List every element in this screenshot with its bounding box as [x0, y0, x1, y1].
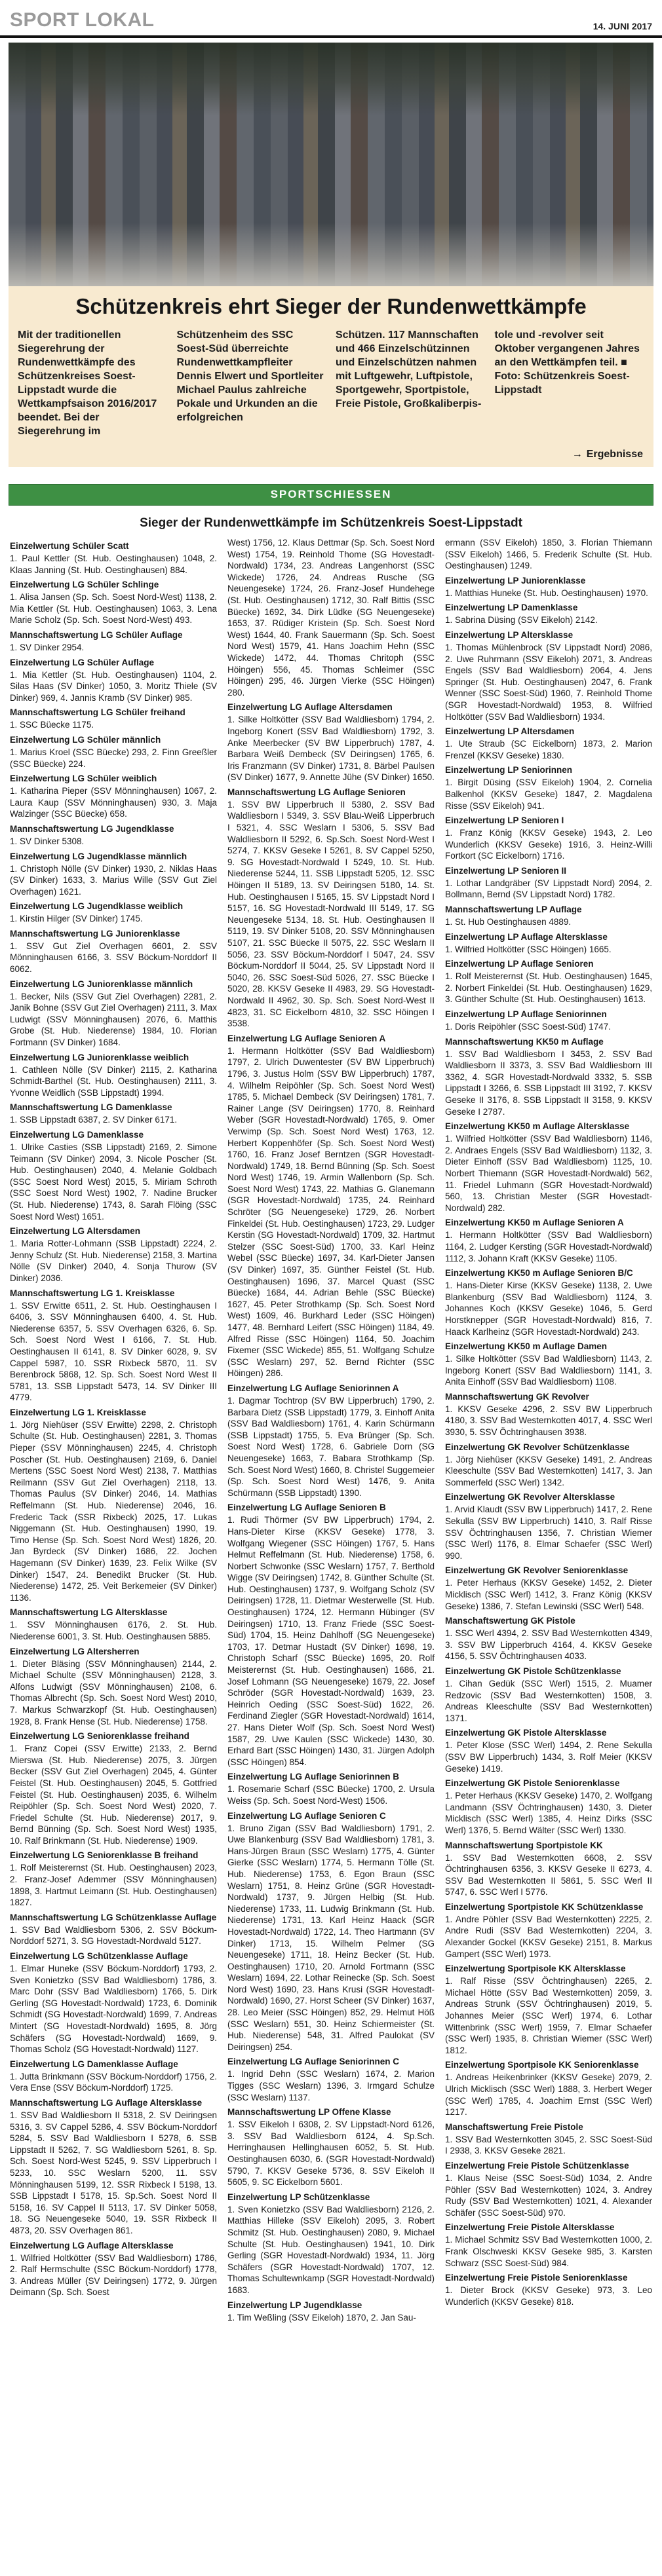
- result-heading: Mannschaftswertung GK Revolver: [445, 1391, 589, 1402]
- result-heading: Einzelwertung LG Damenklasse Auflage: [10, 2059, 178, 2069]
- result-heading: Einzelwertung LG Altersherren: [10, 1646, 140, 1656]
- result-heading: Einzelwertung GK Pistole Altersklasse: [445, 1728, 607, 1738]
- group-photo: [9, 43, 653, 286]
- result-list: 1. Ulrike Casties (SSB Lippstadt) 2169, 2. Simone Teimann (SV Dinker) 2094, 3. Nicole Poscher (St. Hub. Oestinghausen) 2040, 4. Melanie Goldbach (SSC Soest Nord West) 2015, 5. Miriam Schroth (SSC Soest Nord West) 1902, 7. Nadine Brucker (St. Hub. Niederense) 1743, 8. Sarah Flöing (SSC Soest Nord West) 1651.: [10, 1142, 217, 1222]
- result-list: 1. Sabrina Düsing (SSV Eikeloh) 2142.: [445, 615, 598, 625]
- result-list: 1. SSB Lippstadt 6387, 2. SV Dinker 6171.: [10, 1115, 178, 1125]
- result-list: 1. Wilfried Holtkötter (SSV Bad Waldliesborn) 1786, 2. Ralf Hermschulte (SSC Böckum-Norddorf) 1778, 3. Andreas Müller (SV Deiringsen) 1772, 9. Jürgen Deimann (Sp. Sch. Soest: [10, 2252, 217, 2298]
- result-heading: Einzelwertung KK50 m Auflage Damen: [445, 1341, 608, 1352]
- result-list: 1. Ralf Risse (SSV Öchtringhausen) 2265, 2. Michael Hötte (SSV Bad Westernkotten) 2059, 3. Andreas Strunk (SSV Öchtringhausen) 2019, 5. Johannes Meier (SSC Werl) 1974, 6. Lothar Wittenbrink (SSC Werl) 1959, 7. Elmar Schaefer (SSC Werl) 1935, 8. Christian Wiemer (SSC Werl) 1812.: [445, 1976, 652, 2055]
- intro-column: tole und -revolver seit Oktober vergangenen Jahres an den Wettkämpfen teil. ■ Foto: Schützenkreis Soest-Lippstadt: [494, 329, 640, 396]
- result-list: 1. Rolf Meisterernst (St. Hub. Oestinghausen) 2023, 2. Franz-Josef Ademmer (SSV Mönninghausen) 1898, 3. Hartmut Leimann (St. Hub. Oestinghausen) 1827.: [10, 1863, 217, 1908]
- result-heading: Mannschaftswertung LG Auflage Altersklasse: [10, 2097, 203, 2108]
- result-heading: Einzelwertung LG Altersdamen: [10, 1226, 141, 1237]
- result-heading: Einzelwertung LG Auflage Seniorinnen A: [227, 1383, 399, 1393]
- result-list: 1. SSV Bad Westernkotten 6608, 2. SSV Öchtringhausen 6356, 3. KKSV Geseke II 6273, 4. SSV Bad Westernkotten II 5861, 5. SSC Werl II 5747, 6. SSC Werl I 5776.: [445, 1852, 652, 1897]
- result-list: 1. Rolf Meisterernst (St. Hub. Oestinghausen) 1645, 2. Norbert Finkeldei (St. Hub. Oestinghausen) 1629, 3. Günther Schulte (St. Hub. Oestinghausen) 1613.: [445, 971, 652, 1005]
- results-title: Sieger der Rundenwettkämpfe im Schützenkreis Soest-Lippstadt: [140, 516, 522, 530]
- result-list: West) 1756, 12. Klaus Dettmar (Sp. Sch. Soest Nord West) 1754, 19. Reinhold Thome (SG Hovestadt-Nordwald) 1734, 23. Andreas Langenhorst (SSC Wickede) 1726, 24. Andreas Rusche (SG Neuengeseke) 1724, 26. Franz-Josef Hundehege (St. Hub. Oestinghausen) 1712, 30. Ralf Bittis (SSC Büecke) 1692, 34. Dirk Lüdke (SG Neuengeseke) 1653, 37. Rüdiger Kristein (Sp. Sch. Soest Nord West) 1644, 40. Frank Sauermann (Sp. Sch. Soest Nord West) 1579, 41. Hans Joachim Hehn (SSC Wickede) 1472, 44. Thomas Chritoph (SSC Höingen) 556, 45. Thomas Schleimer (SSC Höingen) 295, 46. Jürgen Vierke (SSC Höingen) 280.: [227, 538, 435, 698]
- result-heading: Einzelwertung LP Auflage Senioren: [445, 959, 594, 969]
- result-list: 1. Dagmar Tochtrop (SV BW Lipperbruch) 1790, 2. Barbara Dietz (SSB Lippstadt) 1779, 3. Einhoff Anita (SSV Bad Waldliesborn) 1761, 4. Karin Schürmann (SSB Lippstadt) 1755, 5. Eva Brünger (Sp. Sch. Soest Nord West) 1728, 6. Gabriele Dorn (SG Neuengeseke) 1663, 7. Babara Strothkamp (Sp. Sch. Soest Nord West) 1660, 8. Christel Suggemeier (Sp. Sch. Soest Nord West) 1476, 9. Anita Schürmann (SSB Lippstadt) 1390.: [227, 1395, 435, 1498]
- result-heading: Einzelwertung LG Schüler männlich: [10, 734, 161, 745]
- article-intro: [9, 326, 653, 458]
- result-list: 1. SSV BW Lipperbruch II 5380, 2. SSV Bad Waldliesborn I 5349, 3. SSV Blau-Weiß Lipperbruch I 5321, 4. SSC Weslarn I 5306, 5. SSV Bad Waldliesborn II 5292, 6. Sp.Sch. Soest Nord-West I 5274, 7. KKSV Geseke I 5261, 8. SV Cappel 5250, 9. SG Hovestadt-Nordwald I 5249, 10. St. Hub. Niederense 5244, 11. SSB Lippstadt 5205, 12. SSC Höingen II 5189, 13. SV Deiringsen 5180, 14. St. Hub. Oestinghausen I 5165, 15. SV Lippstadt Nord I 5157, 16. SG Hovestadt-Nordwald III 5149, 17. SG Neuengeseke 5134, 18. St. Hub. Oestinghausen II 5119, 19. SV Dinker 5108, 20. SSV Mönninghausen 5107, 21. SSC Büecke II 5075, 22. SSC Weslarn II 5056, 23. SSV Böckum-Norddorf I 5047, 24. SSV Böckum-Norddorf II 5044, 25. SV Lippstadt Nord II 5040, 26. SSC Soest-Süd 5026, 27. SSC Büecke I 5020, 28. KKSV Geseke II 4983, 29. SG Hovestadt-Nordwald II 4962, 30. Sp. Sch. Soest Nord-West II 4823, 31. SC Eickelborn 4810, 32. SSC Höingen I 3538.: [227, 799, 435, 1029]
- result-list: 1. SSV Mönninghausen 6176, 2. St. Hub. Niederense 6001, 3. St. Hub. Oestinghausen 5885.: [10, 1620, 217, 1641]
- result-list: 1. Mia Kettler (St. Hub. Oestinghausen) 1104, 2. Silas Haas (SV Dinker) 1050, 3. Moritz Thiele (SV Dinker) 969, 4. Jannis Kramb (SV Dinker) 985.: [10, 669, 217, 703]
- result-list: 1. Arvid Klaudt (SSV BW Lipperbruch) 1417, 2. Rene Sekulla (SSV BW Lipperbruch) 1410, 3. Ralf Risse SSV Öchtringhausen 1356, 7. Christian Wiemer (SSC Werl) 1176, 8. Elmar Schaefer (SSC Werl) 990.: [445, 1504, 652, 1561]
- result-list: 1. Rosemarie Scharf (SSC Büecke) 1700, 2. Ursula Weiss (Sp. Sch. Soest Nord-West) 1506.: [227, 1784, 435, 1806]
- result-heading: Mannschaftswertung LG Jugendklasse: [10, 823, 174, 834]
- result-heading: Einzelwertung LG Schüler weiblich: [10, 774, 157, 784]
- result-heading: Mannschaftswertung LG Schüler Auflage: [10, 629, 183, 640]
- result-list: 1. Michael Schmitz SSV Bad Westernkotten 1000, 2. Frank Olschweski KKSV Geseke 985, 3. Karsten Schwarz (SSC Soest-Süd) 984.: [445, 2235, 652, 2268]
- result-list: 1. Becker, Nils (SSV Gut Ziel Overhagen) 2281, 2. Janik Bohne (SSV Gut Ziel Overhagen) 2111, 3. Max Ludwigt (SSV Mönninghausen) 2076, 6. Matthis Grobe (St. Hub. Niederense) 1984, 10. Florian Fortmann (SV Dinker) 1684.: [10, 991, 217, 1048]
- result-heading: Einzelwertung LG Auflage Senioren B: [227, 1503, 386, 1513]
- result-list: 1. SSC Büecke 1175.: [10, 720, 94, 730]
- result-list: 1. Hans-Dieter Kirse (KKSV Geseke) 1138, 2. Uwe Blankenburg (SSV Bad Waldliesborn) 1124, 3. Johannes Koch (KKSV Geseke) 1046, 5. Gerd Horstknepper (SGR Hovestadt-Nordwald) 816, 7. Haack Karlheinz (SGR Hovestadt-Nordwald) 243.: [445, 1280, 652, 1337]
- result-list: 1. Dieter Brock (KKSV Geseke) 973, 3. Leo Wunderlich (KKSV Geseke) 818.: [445, 2285, 652, 2307]
- result-heading: Einzelwertung LG Damenklasse: [10, 1130, 144, 1140]
- result-heading: Einzelwertung GK Revolver Seniorenklasse: [445, 1565, 629, 1576]
- result-heading: Mannschaftswertung LG Altersklasse: [10, 1607, 168, 1618]
- result-list: 1. Dieter Bläsing (SSV Mönninghausen) 2144, 2. Michael Schulte (SSV Mönninghausen) 2128, 3. Alfons Ludwigt (SSV Mönninghausen) 2108, 6. Thomas Albrecht (Sp. Sch. Soest Nord West) 2010, 7. Markus Schwarzkopf (St. Hub. Oestinghausen) 1928, 8. Frank Hense (St. Hub. Niederense) 1758.: [10, 1658, 217, 1727]
- result-list: 1. Sven Konietzko (SSV Bad Waldliesborn) 2126, 2. Matthias Hilleke (SSV Eikeloh) 2095, 3. Robert Schmitz (St. Hub. Oestinghausen) 2080, 9. Michael Schulte (St. Hub. Oestinghausen) 1941, 10. Dirk Gerling (SGR Hovestadt-Nordwald) 1934, 11. Jörg Schäfers (SGR Hovestadt-Nordwald) 1707, 12. Thomas Schultewnkamp (SGR Hovestadt-Nordwald) 1683.: [227, 2204, 435, 2295]
- result-heading: Einzelwertung LG Seniorenklasse B freihand: [10, 1850, 199, 1861]
- result-heading: Einzelwertung LG Schüler Schlinge: [10, 580, 159, 590]
- result-list: 1. Matthias Huneke (St. Hub. Oestinghausen) 1970.: [445, 588, 648, 598]
- result-list: 1. Katharina Pieper (SSV Mönninghausen) 1067, 2. Laura Kaup (SSV Mönninghausen) 930, 3. Maja Walzinger (SSC Büecke) 658.: [10, 786, 217, 819]
- result-heading: Einzelwertung LP Damenklasse: [445, 603, 578, 613]
- result-list: 1. Paul Kettler (St. Hub. Oestinghausen) 1048, 2. Klaas Janning (St. Hub. Oestinghausen) 884.: [10, 553, 217, 575]
- result-list: 1. Silke Holtkötter (SSV Bad Waldliesborn) 1143, 2. Ingeborg Konert (SSV Bad Waldliesborn) 1141, 3. Anita Einhoff (SSV Bad Waldliesborn) 1108.: [445, 1354, 652, 1387]
- result-list: 1. Maria Rotter-Lohmann (SSB Lippstadt) 2224, 2. Jenny Schulz (St. Hub. Niederense) 2158, 3. Martina Nölle (SV Dinker) 2040, 4. Sonja Thurow (SV Dinker) 2036.: [10, 1239, 217, 1283]
- result-heading: Einzelwertung LG Juniorenklasse weiblich: [10, 1052, 189, 1062]
- result-list: 1. SSV Bad Waldliesborn II 5318, 2. SV Deiringsen 5316, 3. SV Cappel 5286, 4. SSV Böckum-Norddorf 5284, 5. SSV Bad Waldliesborn I 5278, 6. SSB Lippstadt II 5262, 7. SG Waldliesborn 5261, 8. Sp. Sch. Soest Nord-West 5245, 9. SSV Lipperbruch I 5233, 10. SSC Weslarn 5200, 11. SSV Mönninghausen 5199, 12. SSR Rixbeck I 5198, 13. SSB Lippstadt I 5178, 15. Sp.Sch. Soest Nord II 5158, 16. SV Cappel II 5113, 17. SV Dinker 5058, 18. SG Neuengeseke 5040, 19. SSR Rixbeck II 4873, 20. SSV Overhagen 861.: [10, 2110, 217, 2235]
- lead-article: [9, 43, 653, 467]
- result-heading: Mannschaftswertung Sportpistole KK: [445, 1840, 603, 1850]
- result-heading: Einzelwertung LG Seniorenklasse freihand: [10, 1731, 189, 1742]
- result-list: 1. SV Dinker 5308.: [10, 836, 85, 846]
- result-heading: Einzelwertung GK Pistole Seniorenklasse: [445, 1778, 620, 1789]
- result-list: 1. Marius Kroel (SSC Büecke) 293, 2. Finn Greeßler (SSC Büecke) 224.: [10, 747, 217, 769]
- result-heading: Einzelwertung KK50 m Auflage Senioren B/C: [445, 1268, 633, 1279]
- result-list: 1. KKSV Geseke 4296, 2. SSV BW Lipperbruch 4180, 3. SSV Bad Westernkotten 4017, 4. SSC Werl 3930, 5. SSV Öchtringhausen 3938.: [445, 1404, 652, 1438]
- result-list: 1. Christoph Nölle (SV Dinker) 1930, 2. Niklas Haas (SV Dinker) 1633, 3. Marius Wille (SSV Gut Ziel Overhagen) 1621.: [10, 863, 217, 897]
- result-list: 1. Jörg Niehüser (SSV Erwitte) 2298, 2. Christoph Schulte (St. Hub. Oestinghausen) 2281, 3. Thomas Pieper (SSV Mönninghausen) 2245, 4. Christoph Poscher (St. Hub. Oestinghausen) 2169, 6. Daniel Mertens (SSC Soest Nord West) 2138, 7. Matthias Reilmann (SSV Gut Ziel Overhagen) 2118, 13. Thomas Paulus (SV Dinker) 2046, 14. Mathias Reffelmann (St. Hub. Niederense) 2046, 16. Frederic Tack (SSR Rixbeck) 2025, 17. Lukas Niggemann (St. Hub. Oestinghausen) 1990, 19. Timo Hense (Sp. Sch. Soest Nord West) 1826, 20. Jan Byrdeck (SV Dinker) 1686, 22. Jochen Hagemann (SV Dinker) 1639, 23. Felix Wilke (SV Dinker) 1547, 24. Benedikt Brucker (St. Hub. Niederense) 1472, 25. Veit Berkemeier (SV Dinker) 1136.: [10, 1419, 217, 1603]
- section-title: SPORT LOKAL: [10, 9, 155, 31]
- results-columns: [0, 537, 662, 2324]
- result-heading: Einzelwertung LG Auflage Altersklasse: [10, 2240, 174, 2250]
- result-list: 1. Ingrid Dehn (SSC Weslarn) 1674, 2. Marion Tigges (SSC Weslarn) 1396, 3. Irmgard Schulze (SSC Weslarn) 1137.: [227, 2069, 435, 2102]
- result-list: 1. Franz König (KKSV Geseke) 1943, 2. Leo Wunderlich (KKSV Geseke) 1916, 3. Heinz-Willi Fortkort (SC Eickelborn) 1716.: [445, 828, 652, 861]
- result-heading: Einzelwertung LG Auflage Seniorinnen B: [227, 1772, 400, 1782]
- result-heading: Einzelwertung Sportpisole KK Altersklasse: [445, 1964, 626, 1974]
- result-heading: Einzelwertung Schüler Scatt: [10, 541, 129, 551]
- result-heading: Einzelwertung LG Auflage Senioren C: [227, 1810, 386, 1821]
- results-pointer-label: Ergebnisse: [586, 449, 643, 460]
- result-heading: Einzelwertung LG Schützenklasse Auflage: [10, 1951, 188, 1962]
- result-list: 1. Peter Herhaus (KKSV Geseke) 1452, 2. Dieter Micklisch (SSC Werl) 1412, 3. Franz König (KKSV Geseke) 1386, 7. Stefan Lewinski (SSC Werl) 548.: [445, 1578, 652, 1611]
- result-list: 1. Klaus Neise (SSC Soest-Süd) 1034, 2. Andre Pöhler (SSV Bad Westernkotten) 1024, 3. Andrey Rudy (SSV Bad Westernkotten) 1021, 4. Alexander Schäfer (SSC Soest-Süd) 970.: [445, 2173, 652, 2218]
- result-heading: Einzelwertung LP Senioren II: [445, 865, 567, 876]
- result-list: 1. Tim Weßling (SSV Eikeloh) 1870, 2. Jan Sau-: [227, 2312, 416, 2323]
- results-pointer: [572, 449, 643, 460]
- result-heading: Mannschaftswertung LP Auflage: [445, 905, 582, 915]
- result-heading: Mannschaftswertung KK50 m Auflage: [445, 1036, 604, 1047]
- result-heading: Manschaftswertung Freie Pistole: [445, 2121, 583, 2132]
- result-list: 1. Birgit Düsing (SSV Eikeloh) 1904, 2. Cornelia Balkenhol (KKSV Geseke) 1847, 2. Magdalena Risse (SSV Eikeloh) 941.: [445, 777, 652, 811]
- result-heading: Einzelwertung LG Jugendklasse männlich: [10, 851, 187, 861]
- result-list: 1. Ute Straub (SC Eickelborn) 1873, 2. Marion Frenzel (KKSV Geseke) 1830.: [445, 739, 652, 760]
- result-list: 1. Elmar Huneke (SSV Böckum-Norddorf) 1793, 2. Sven Konietzko (SSV Bad Waldliesborn) 1786, 3. Marc Dohr (SSV Bad Waldliesborn) 1766, 5. Dirk Gerling (SG Hovestadt-Nordwald) 1723, 6. Dominik Schmidt (SG Hovestadt-Nordwald) 1699, 7. Andreas Mintert (SG Hovestadt-Nordwald) 1695, 8. Jörg Schäfers (SG Hovestadt-Nordwald) 1669, 9. Thomas Scholz (SG Hovestadt-Nordwald) 1127.: [10, 1964, 217, 2055]
- result-heading: Mannschaftswertung LP Offene Klasse: [227, 2107, 391, 2118]
- masthead: [0, 0, 662, 38]
- result-list: 1. Franz Copei (SSV Erwitte) 2133, 2. Bernd Mierswa (St. Hub. Niederense) 2075, 3. Jürgen Becker (SSV Gut Ziel Overhagen) 2045, 4. Günter Feistel (St. Hub. Oestinghausen) 2045, 5. Gottfried Feistel (St. Hub. Oestinghausen) 2035, 6. Wilhelm Reipöhler (Sp. Sch. Soest Nord West) 2020, 7. Friedel Schulte (St. Hub. Niederense) 2017, 9. Bernd Bünning (Sp. Sch. Soest Nord West) 1935, 10. Ralf Brinkmann (St. Hub. Niederense) 1909.: [10, 1744, 217, 1846]
- result-heading: Einzelwertung LG 1. Kreisklasse: [10, 1407, 146, 1417]
- result-list: 1. Peter Herhaus (KKSV Geseke) 1470, 2. Wolfgang Landmann (SSV Öchtringhausen) 1430, 3. Dieter Micklisch (SSC Werl) 1385, 4. Heinz Dirks (SSC Werl) 1376, 5. Bernd Wälter (SSC Werl) 1330.: [445, 1791, 652, 1835]
- result-heading: Einzelwertung GK Pistole Schützenklasse: [445, 1666, 621, 1676]
- result-list: 1. Bruno Zigan (SSV Bad Waldliesborn) 1791, 2. Uwe Blankenburg (SSV Bad Waldliesborn) 1781, 3. Hans-Jürgen Braun (SSC Weslarn) 1775, 4. Günter Gierke (SSC Weslarn) 1774, 5. Hermann Tölle (St. Hub. Niederense) 1753, 6. Egon Braun (SSC Weslarn) 1751, 8. Heinz Grüne (SGR Hovestadt-Nordwald) 1737, 9. Jürgen Helbig (St. Hub. Niederense) 1733, 11. Ludwig Brinkmann (St. Hub. Niederense) 1731, 13. Karl Heinz Haack (SGR Hovestadt-Nordwald) 1722, 14. Theo Hartmann (SV Dinker) 1713, 15. Wilhelm Pelmer (SG Neuengeseke) 1711, 18. Heinz Becker (St. Hub. Oestinghausen) 1710, 20. Arnold Fortmann (SSC Weslarn) 1694, 22. Lothar Reinecke (Sp. Sch. Soest Nord West) 1690, 23. Hans Krusi (SGR Hovestadt-Nordwald) 1690, 27. Horst Scheer (SV Dinker) 1637, 28. Leo Meier (SSC Höingen) 852, 29. Helmut Höß (SSC Weslarn) 551, 30. Heinz Schiermeister (St. Hub. Niederense) 548, 31. Alfred Paulokat (SV Deiringsen) 254.: [227, 1823, 435, 2052]
- result-heading: Einzelwertung LP Altersklasse: [445, 629, 574, 640]
- result-heading: Einzelwertung GK Revolver Schützenklasse: [445, 1442, 630, 1452]
- result-list: 1. Silke Holtkötter (SSV Bad Waldliesborn) 1794, 2. Ingeborg Konert (SSV Bad Waldliesborn) 1792, 3. Anke Meerbecker (SV BW Lipperbruch) 1787, 4. Barbara Weiß Dembeck (SV Deiringsen) 1765, 6. Iris Franzmann (SV Dinker) 1731, 8. Bärbel Paulsen (SV Dinker) 1677, 9. Annette Jühe (SV Dinker) 1650.: [227, 715, 435, 783]
- result-list: ermann (SSV Eikeloh) 1850, 3. Florian Thiemann (SSV Eikeloh) 1466, 5. Frederik Schulte (St. Hub. Oestinghausen) 1249.: [445, 538, 652, 571]
- section-banner-label: SPORTSCHIESSEN: [270, 488, 392, 500]
- result-list: 1. Andre Pöhler (SSV Bad Westernkotten) 2225, 2. Andre Rudi (SSV Bad Westernkotten) 2204, 3. Alexander Gockel (KKSV Geseke) 2151, 8. Markus Gampert (SSC Werl) 1973.: [445, 1914, 652, 1959]
- result-heading: Manschaftswertung GK Pistole: [445, 1616, 575, 1626]
- result-list: 1. SSC Werl 4394, 2. SSV Bad Westernkotten 4349, 3. SSV BW Lipperbruch 4164, 4. KKSV Geseke 4156, 5. SSV Öchtringhausen 4033.: [445, 1628, 652, 1662]
- result-list: 1. SSV Gut Ziel Overhagen 6601, 2. SSV Mönninghausen 6166, 3. SSV Böckum-Norddorf II 6062.: [10, 941, 217, 975]
- result-list: 1. Lothar Landgräber (SV Lippstadt Nord) 2094, 2. Bollmann, Bernd (SV Lippstadt Nord) 1782.: [445, 878, 652, 900]
- result-heading: Einzelwertung LP Auflage Altersklasse: [445, 931, 608, 942]
- result-list: 1. Wilfried Holtkötter (SSV Bad Waldliesborn) 1146, 2. Andraes Engels (SSV Bad Waldliesborn) 1132, 3. Dieter Einhoff (SSV Bad Waldliesborn) 1125, 10. Norbert Thiemann (SGR Hovestadt-Nordwald) 562, 11. Friedel Luhmann (SGR Hovestadt-Nordwald) 560, 13. Christian Mester (SGR Hovestadt-Nordwald) 282.: [445, 1134, 652, 1213]
- result-heading: Mannschaftswertung LG 1. Kreisklasse: [10, 1288, 175, 1298]
- result-heading: Einzelwertung LP Altersdamen: [445, 726, 575, 737]
- result-list: 1. St. Hub Oestinghausen 4889.: [445, 917, 572, 927]
- result-list: 1. Kirstin Hilger (SV Dinker) 1745.: [10, 914, 143, 924]
- results-column-3: [445, 537, 652, 2309]
- result-list: 1. SSV Erwitte 6511, 2. St. Hub. Oestinghausen I 6406, 3. SSV Mönninghausen 6400, 4. St. Hub. Niederense 6357, 5. SSV Overhagen 6326, 6. Sp. Sch. Soest Nord West I 6166, 7. St. Hub. Oestinghausen II 6141, 8. SV Dinker 6028, 9. SV Cappel 5987, 10. SSR Rixbeck 5870, 11. SV Berenbrock 5868, 12. Sp. Sch. Soest Nord West II 5781, 13. SSB Lippstadt 5473, 14. SV Dinker III 4779.: [10, 1300, 217, 1403]
- result-list: 1. Cihan Gedük (SSC Werl) 1515, 2. Muamer Redzovic (SSV Bad Westernkotten) 1508, 3. Andreas Kleeschulte (SSV Bad Westernkotten) 1371.: [445, 1678, 652, 1723]
- result-heading: Einzelwertung Sportpistole KK Schützenklasse: [445, 1901, 644, 1912]
- result-heading: Einzelwertung GK Revolver Altersklasse: [445, 1492, 615, 1503]
- result-list: 1. Rudi Thörmer (SV BW Lipperbruch) 1794, 2. Hans-Dieter Kirse (KKSV Geseke) 1778, 3. Wolfgang Wiegener (SSC Höingen) 1767, 5. Hans Helmut Reffelmann (St. Hub. Niederense) 1758, 6. Norbert Schwonke (SSC Weslarn) 1757, 7. Berthold Wigge (SV Deiringsen) 1742, 8. Günther Schulte (St. Hub. Oestinghausen) 1737, 9. Wolfgang Scholz (SV Deiringsen) 1728, 11. Dietmar Westerwelle (St. Hub. Oestinghausen) 1724, 12. Hermann Hübinger (SV Deiringsen) 1710, 13. Franz Friede (SSC Soest-Süd) 1704, 15. Heinz Dahlhoff (SG Neuengeseke) 1703, 17. Detmar Hustadt (SV Dinker) 1698, 19. Christoph Scharf (SSC Büecke) 1695, 20. Rolf Meisterernst (St. Hub. Oestinghausen) 1686, 21. Josef Lohmann (SG Neuengeseke) 1679, 22. Josef Schröder (SGR Hovestadt-Nordwald) 1639, 23. Heinrich Oeding (SSC Soest-Süd) 1622, 26. Ferdinand Ziegler (SGR Hovestadt-Nordwald) 1614, 27. Hans Dieter Wolf (Sp. Sch. Soest Nord West) 1587, 29. Uwe Kaulen (SSC Wickede) 1430, 30. Erhard Bart (SSC Höingen) 1430, 31. Jürgen Adolph (SSC Höingen) 854.: [227, 1515, 435, 1767]
- result-list: 1. Jutta Brinkmann (SSV Böckum-Norddorf) 1756, 2. Vera Ense (SSV Böckum-Norddorf) 1725.: [10, 2071, 217, 2093]
- result-heading: Mannschaftswertung LG Schützenklasse Auflage: [10, 1912, 217, 1922]
- result-list: 1. SSV Bad Westernkotten 3045, 2. SSC Soest-Süd I 2938, 3. KKSV Geseke 2821.: [445, 2134, 652, 2156]
- result-list: 1. SSV Bad Waldliesborn 5306, 2. SSV Böckum-Norddorf 5271, 3. SG Hovestadt-Nordwald 5127.: [10, 1924, 217, 1947]
- result-heading: Einzelwertung LG Auflage Seniorinnen C: [227, 2057, 400, 2067]
- result-heading: Einzelwertung KK50 m Auflage Senioren A: [445, 1218, 624, 1228]
- result-list: 1. Hermann Holtkötter (SSV Bad Waldliesborn) 1797, 2. Ulrich Duwentester (SV BW Lipperbruch) 1796, 3. Justus Holm (SSV BW Lipperbruch) 1787, 4. Wilhelm Reipöhler (Sp. Sch. Soest Nord West) 1785, 5. Michael Dembeck (SV Deiringsen) 1781, 7. Rainer Lange (SV Deiringsen) 1770, 8. Reinhard Weber (SGR Hovestadt-Nordwald) 1765, 9. Omer Verwimp (Sp. Sch. Soest Nord West) 1763, 12. Herbert Koppenhöfer (Sp. Sch. Soest Nord West) 1760, 16. Franz Josef Berntzen (SGR Hovestadt-Nordwald) 1749, 18. Bernd Bünning (Sp. Sch. Soest Nord West) 1746, 19. Armin Wallenborn (Sp. Sch. Soest Nord West) 1743, 22. Mathias G. Glanemann (SGR Hovestadt-Nordwald) 1735, 24. Reinhard Schröter (SG Neuengeseke) 1729, 26. Norbert Finkeldei (St. Hub. Oestinghausen) 1723, 29. Ludger Kerstin (SG Hovestadt-Nordwald) 1709, 32. Hartmut Stelzer (SSC Soest-Süd) 1700, 33. Karl Heinz Webel (SSC Büecke) 1697, 34. Karl-Dieter Jansen (SV Dinker) 1697, 35. Günther Feistel (St. Hub. Oestinghausen) 1696, 37. Marcel Quast (SSC Büecke) 1684, 44. Adrian Behle (SSC Büecke) 1627, 45. Peter Strothkamp (Sp. Sch. Soest Nord West) 1609, 46. Burkhard Leder (SSC Höingen) 1477, 48. Bernhard Leifert (SSC Höingen) 1184, 49. Alfred Risse (SSC Höingen) 1164, 50. Joachim Fixemer (SSC Wickede) 855, 51. Wolfgang Schulze (SSC Weslarn) 297, 52. Bernd Richter (SSC Höingen) 286.: [227, 1045, 435, 1379]
- result-heading: Einzelwertung LP Jugendklasse: [227, 2300, 362, 2310]
- result-list: 1. Thomas Mühlenbrock (SV Lippstadt Nord) 2086, 2. Uwe Ruhrmann (SSV Eikeloh) 2071, 3. Andreas Engels (SSV Bad Waldliesborn) 2064, 4. Jens Springer (St. Hub. Oestinghausen) 2047, 6. Frank Wenner (SSC Soest-Süd) 1960, 7. Reinhold Thome (SGR Hovestadt-Nordwald) 1953, 8. Wilfried Holtkötter (SSV Bad Waldliesborn) 1934.: [445, 642, 652, 722]
- result-list: 1. Doris Reipöhler (SSC Soest-Süd) 1747.: [445, 1022, 611, 1032]
- result-heading: Einzelwertung LG Jugendklasse weiblich: [10, 901, 184, 912]
- result-heading: Einzelwertung KK50 m Auflage Altersklasse: [445, 1121, 630, 1132]
- result-list: 1. Peter Klose (SSC Werl) 1494, 2. Rene Sekulla (SSV BW Lipperbruch) 1434, 3. Rolf Meier (KKSV Geseke) 1419.: [445, 1740, 652, 1774]
- result-heading: Mannschaftswertung LG Auflage Senioren: [227, 787, 406, 797]
- article-headline: Schützenkreis ehrt Sieger der Rundenwettkämpfe: [75, 294, 587, 318]
- issue-date: 14. JUNI 2017: [593, 21, 652, 31]
- result-heading: Einzelwertung LP Senioren I: [445, 815, 564, 826]
- result-heading: Mannschaftswertung LG Schüler freihand: [10, 707, 185, 718]
- intro-column: Mit der traditionellen Siegerehrung der Rundenwettkämpfe des Schützenkreises Soest-Lippstadt wurde die Wettkampfsaison 2016/2017 beendet. Bei der Siegerehrung im: [18, 329, 157, 437]
- result-heading: Mannschaftswertung LG Damenklasse: [10, 1102, 172, 1113]
- result-list: 1. Wilfried Holtkötter (SSC Höingen) 1665.: [445, 944, 612, 954]
- results-column-2: [227, 537, 435, 2324]
- result-list: 1. Cathleen Nölle (SV Dinker) 2115, 2. Katharina Schmidt-Barthel (St. Hub. Oestinghausen) 2111, 3. Yvonne Weidlich (SSB Lippstadt) 1994.: [10, 1064, 217, 1098]
- result-list: 1. Alisa Jansen (Sp. Sch. Soest Nord-West) 1138, 2. Mia Kettler (St. Hub. Oestinghausen) 1063, 3. Lena Marie Scholz (Sp. Sch. Soest Nord-West) 493.: [10, 592, 217, 625]
- result-heading: Einzelwertung Freie Pistole Altersklasse: [445, 2222, 615, 2233]
- result-heading: Einzelwertung LG Schüler Auflage: [10, 657, 155, 667]
- result-heading: Einzelwertung LP Juniorenklasse: [445, 575, 586, 586]
- result-heading: Einzelwertung LP Auflage Seniorinnen: [445, 1009, 607, 1020]
- result-heading: Einzelwertung LG Auflage Altersdamen: [227, 702, 393, 713]
- results-column-1: [10, 537, 217, 2300]
- result-list: 1. SV Dinker 2954.: [10, 642, 85, 652]
- intro-column: Schützenheim des SSC Soest-Süd überreichte Rundenwettkampfleiter Dennis Elwert und Sportleiter Michael Paulus zahlreiche Pokale und Urkunden an die erfolgreichen: [176, 329, 324, 423]
- result-heading: Einzelwertung LP Seniorinnen: [445, 765, 573, 775]
- result-heading: Einzelwertung LP Schützenklasse: [227, 2192, 370, 2202]
- result-list: 1. Andreas Heikenbrinker (KKSV Geseke) 2079, 2. Ulrich Micklisch (SSC Werl) 1888, 3. Herbert Weger (SSC Werl) 1785, 4. Joachim Ernst (SSC Werl) 1217.: [445, 2072, 652, 2118]
- result-heading: Einzelwertung LG Juniorenklasse männlich: [10, 979, 193, 989]
- result-heading: Einzelwertung Freie Pistole Schützenklasse: [445, 2160, 629, 2171]
- result-heading: Einzelwertung Sportpisole KK Seniorenklasse: [445, 2060, 639, 2070]
- arrow-right-icon: →: [572, 449, 583, 460]
- result-list: 1. Jörg Niehüser (KKSV Geseke) 1491, 2. Andreas Kleeschulte (SSV Bad Westernkotten) 1417, 3. Jan Sommerfeld (SSC Werl) 1342.: [445, 1454, 652, 1487]
- section-banner: [9, 484, 653, 506]
- result-list: 1. Hermann Holtkötter (SSV Bad Waldliesborn) 1164, 2. Ludger Kersting (SGR Hovestadt-Nordwald) 1112, 3. Johann Kraft (KKSV Geseke) 1105.: [445, 1230, 652, 1263]
- result-list: 1. SSV Bad Waldliesborn I 3453, 2. SSV Bad Waldliesborn II 3373, 3. SSV Bad Waldliesborn III 3362, 4. SGR Hovestadt-Nordwald 3332, 5. SSB Lippstadt I 3266, 6. SSB Lippstadt III 3192, 7. KKSV Geseke II 3176, 8. SSB Lippstadt II 3158, 9. KKSV Geseke I 2787.: [445, 1049, 652, 1117]
- result-heading: Mannschaftswertung LG Juniorenklasse: [10, 928, 180, 939]
- intro-column: Schützen. 117 Mannschaften und 466 Einzelschützinnen und Einzelschützen nahmen mit Luftgewehr, Luftpistole, Sportgewehr, Sportpistole, Freie Pistole, Großkaliberpis-: [336, 329, 482, 409]
- result-list: 1. SSV Eikeloh I 6308, 2. SV Lippstadt-Nord 6126, 3. SSV Bad Waldliesborn 6124, 4. Sp.Sch. Herringhausen Hellinghausen 6052, 5. St. Hub. Oestinghausen 6030, 6. (SGR Hovestadt-Nordwald) 5790, 7. KKSV Geseke 5736, 8. SSV Eikeloh II 5605, 9. SC Eickelborn 5601.: [227, 2119, 435, 2188]
- result-heading: Einzelwertung LG Auflage Senioren A: [227, 1033, 386, 1043]
- result-heading: Einzelwertung Freie Pistole Seniorenklasse: [445, 2273, 628, 2283]
